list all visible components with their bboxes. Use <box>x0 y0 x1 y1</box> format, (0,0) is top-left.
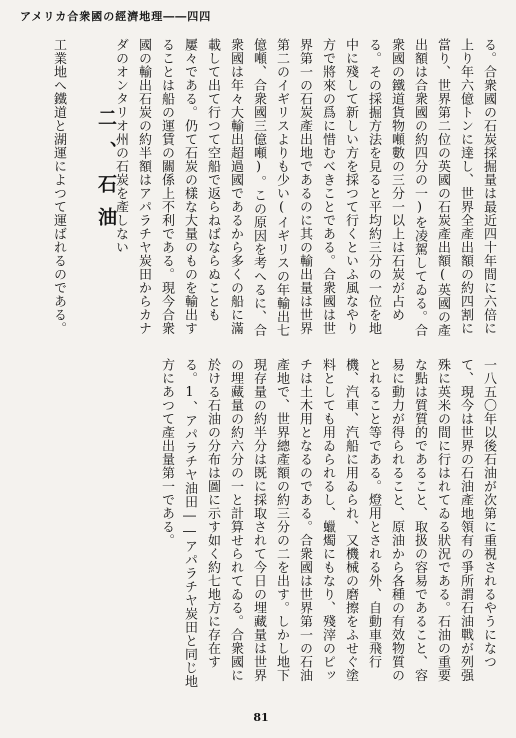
running-header: アメリカ合衆國の經濟地理――四四 <box>20 10 212 23</box>
section-heading-oil: 二、石油 <box>95 108 117 240</box>
oil-section-text: 一八五〇年以後石油が次第に重視されるやうになつて、現今は世界の石油產地領有の爭所謂石油戰が列强殊に英米の間に行はれてゐる狀況である。石油の重要な點は質質的であること、取扱の容易であること、容易に動力が得られること、原油から各種の有效物質のとれること等である。燈用とされる外、自動車飛行機、汽車、汽船に用ゐられ、又機械の磨擦をふせぐ塗料としても用ゐられるし、蠟燭にもなり、殘滓のピッチは土木用となるのである。合衆國は世界第一の石油產地で、世界總產額の約三分の二を出す。しかし地下現存量の約半分は既に採取されて今日の埋藏量は世界の埋藏量の約六分の一と計算せられてゐる。合衆國に於ける石油の分布は圖に示す如く約七地方に存在する。1、アパラチヤ油田――アパラチヤ炭田と同じ地方にあつて產出量第一である。 <box>159 358 496 688</box>
page-body <box>20 38 500 688</box>
coal-section-tail: 工業地へ鐵道と湖運によつて運ばれるのである。 <box>51 38 66 335</box>
coal-section-text: る。合衆國の石炭採掘量は最近四十年間に六倍に上り年六億トンに達し、世界全產出額の約四割に當り、世界第二位の英國の石炭產出額(英國の產出額は合衆國の約四分の一)を凌駕してゐる。合衆國の鐵道貨物噸數の三分一以上は石炭が占める。その採掘方法を見ると平均約三分の一位を地中に殘して新しい方を採つて行くといふ風なやり方で將來の爲に惜むべきことである。合衆國は世界第一の石炭產出地であるのに其の輸出量は世界第二のイギリスよりも少い(イギリスの年輸出七億噸、合衆國三億噸)。この原因を考へるに、合衆國は年々大輸出超過國であるから多くの船に滿載して出て行つて空船で返らねばならぬことも屢々である。仍て石炭の樣な大量のものを輸出することは船の運賃の關係上不利である。現今合衆國の輸出石炭の約半額はアパラチヤ炭田からカナダのオンタリオ州の石炭を產しない <box>113 38 496 337</box>
page-number: 81 <box>253 711 269 724</box>
